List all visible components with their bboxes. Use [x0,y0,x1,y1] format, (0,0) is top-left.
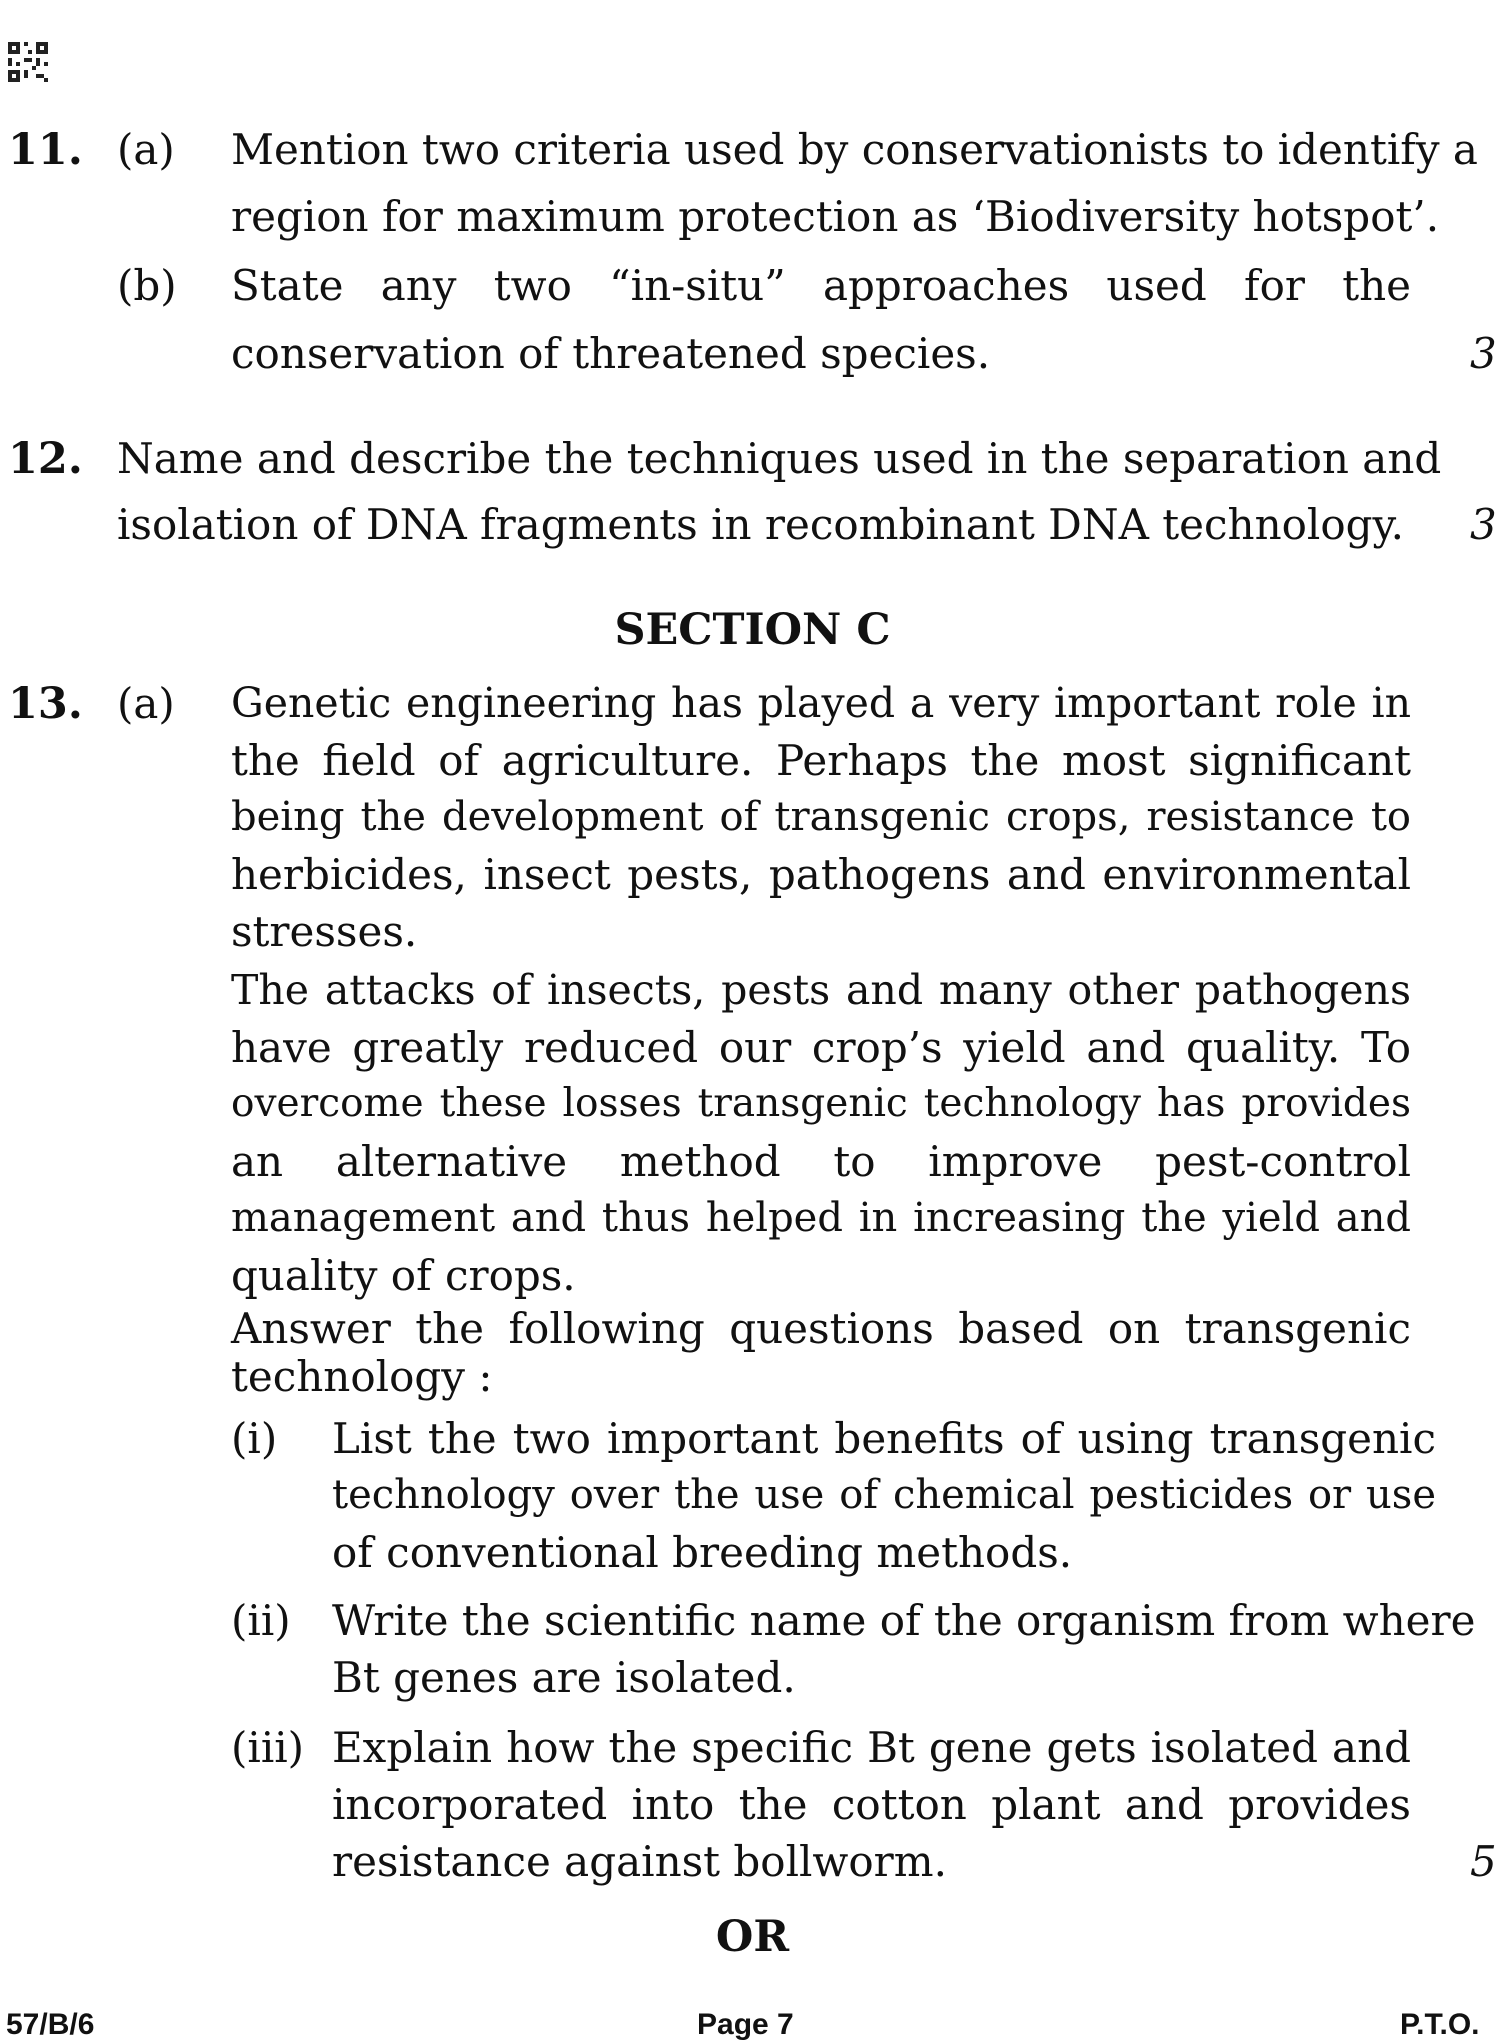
subpart-label: (ii) [231,1596,291,1645]
question-text-line: Name and describe the techniques used in the separation and [117,434,1442,483]
passage-line: the field of agriculture. Perhaps the most significant [231,736,1411,785]
passage-line: herbicides, insect pests, pathogens and environmental [231,850,1411,899]
paper-code: 57/B/6 [6,2008,95,2041]
question-text-line: Mention two criteria used by conservationists to identify a [231,125,1478,174]
part-label: (a) [117,125,175,174]
subpart-label: (i) [231,1414,278,1463]
question-text-line: Explain how the specific Bt gene gets isolated and [332,1723,1411,1772]
qr-code-icon [8,42,48,82]
question-text-line: of conventional breeding methods. [332,1528,1073,1577]
pto-label: P.T.O. [1400,2008,1480,2041]
question-text-line: List the two important benefits of using transgenic [332,1414,1436,1463]
passage-line: The attacks of insects, pests and many other pathogens [231,966,1411,1014]
question-number: 13. [8,679,83,729]
question-text-line: incorporated into the cotton plant and provides [332,1780,1411,1829]
passage-line: stresses. [231,907,418,956]
marks: 5 [1470,1837,1497,1886]
question-text-line: Write the scientific name of the organism from where [332,1596,1476,1645]
passage-line: have greatly reduced our crop’s yield and quality. To [231,1023,1411,1072]
section-heading: SECTION C [614,605,891,655]
question-text-line: region for maximum protection as ‘Biodiversity hotspot’. [231,192,1440,241]
passage-line: overcome these losses transgenic technology has provides [231,1081,1411,1126]
part-label: (b) [117,261,177,310]
passage-line: being the development of transgenic crops, resistance to [231,794,1411,840]
passage-line: quality of crops. [231,1251,576,1300]
part-label: (a) [117,679,175,728]
passage-line: an alternative method to improve pest-control [231,1137,1411,1186]
question-text-line: technology over the use of chemical pesticides or use [332,1472,1436,1518]
marks: 3 [1470,329,1497,378]
passage-line: technology : [231,1352,493,1401]
passage-line: Genetic engineering has played a very important role in [231,679,1411,727]
question-text-line: conservation of threatened species. [231,329,991,378]
passage-line: management and thus helped in increasing the yield and [231,1195,1411,1241]
passage-line: Answer the following questions based on transgenic [231,1304,1411,1353]
question-number: 12. [8,434,83,484]
marks: 3 [1470,500,1497,549]
question-text-line: isolation of DNA fragments in recombinant DNA technology. [117,500,1405,549]
question-text-line: resistance against bollworm. [332,1837,947,1886]
or-separator: OR [715,1912,790,1962]
subpart-label: (iii) [231,1723,305,1772]
question-text-line: State any two “in-situ” approaches used for the [231,261,1411,310]
page-number: Page 7 [697,2008,794,2041]
question-number: 11. [8,125,83,175]
question-text-line: Bt genes are isolated. [332,1653,796,1702]
